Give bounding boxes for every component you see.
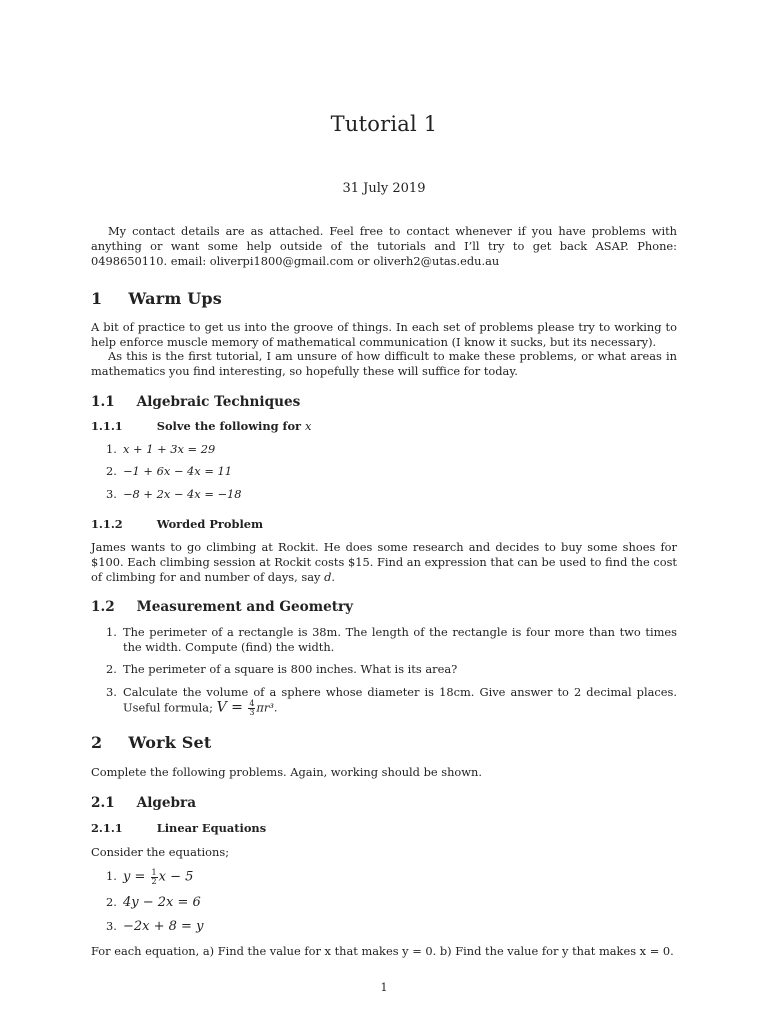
formula-fraction [248, 700, 255, 717]
fraction-denominator: 2 [151, 877, 157, 886]
problem-text: The perimeter of a square is 800 inches. What is its area? [123, 662, 458, 676]
subsection-number: 1.2 [91, 599, 115, 615]
section-number: 2 [91, 733, 103, 752]
subsubsection-number: 1.1.2 [91, 517, 123, 531]
equation: x + 1 + 3x = 29 [123, 442, 216, 456]
equation: −2x + 8 = y [123, 919, 204, 934]
page-number: 1 [380, 981, 388, 994]
formula-lhs: V = [216, 699, 248, 716]
list-item-number: 3. [106, 487, 117, 501]
worded-problem-body: James wants to go climbing at Rockit. He does some research and decides to buy some shoes for $100. Each climbing session at Rockit costs $15. Find an expression that can be used to find the cost of climbing for and number of days, say [91, 540, 677, 584]
subsection-number: 2.1 [91, 795, 115, 811]
warmups-paragraph-2: As this is the first tutorial, I am unsure of how difficult to make these problems, or what areas in mathematics you find interesting, so hopefully these will suffice for today. [91, 349, 677, 378]
warmups-paragraph-1: A bit of practice to get us into the groove of things. In each set of problems please try to working to help enforce muscle memory of mathematical communication (I know it sucks, but its necessary). [91, 320, 677, 349]
document-date: 31 July 2019 [342, 181, 426, 196]
list-item-number: 3. [106, 919, 117, 933]
document-page [91, 0, 677, 1024]
punctuation: . [331, 570, 336, 584]
worded-problem-text [91, 540, 677, 585]
subsection-number: 1.1 [91, 394, 115, 410]
list-item-number: 2. [106, 464, 117, 478]
section-title: Work Set [128, 733, 212, 752]
subsubsection-title: Worded Problem [156, 517, 264, 531]
equation-rhs: x − 5 [158, 869, 194, 885]
subsubsection-title: Solve the following for [156, 419, 302, 433]
subsubsection-2-1-1-heading [91, 821, 266, 835]
section-title: Warm Ups [128, 289, 222, 308]
list-item [106, 625, 677, 655]
subsection-title: Measurement and Geometry [136, 599, 354, 615]
document-title: Tutorial 1 [330, 112, 438, 136]
subsubsection-1-1-1-heading [91, 419, 311, 433]
fraction-numerator: 1 [151, 868, 157, 877]
subsubsection-1-1-2-heading [91, 517, 263, 531]
intro-paragraph: My contact details are as attached. Feel free to contact whenever if you have problems with anything or want some help outside of the tutorials and I’ll try to get back ASAP. Phone: 0498650110. email: oliverpi1800@gmail.com or oliverh2@utas.edu.au [91, 224, 677, 268]
equation: −8 + 2x − 4x = −18 [123, 487, 242, 501]
equations-closing: For each equation, a) Find the value for x that makes y = 0. b) Find the value for y that makes x = 0. [91, 944, 674, 958]
list-item-number: 1. [106, 625, 117, 639]
list-item [106, 685, 677, 721]
equation: −1 + 6x − 4x = 11 [123, 464, 232, 478]
workset-paragraph: Complete the following problems. Again, working should be shown. [91, 765, 482, 779]
section-1-heading [91, 289, 222, 308]
fraction-denominator: 3 [249, 708, 255, 717]
list-item-number: 1. [106, 442, 117, 456]
equation [123, 869, 677, 886]
fraction-numerator: 4 [249, 699, 255, 708]
subsection-title: Algebraic Techniques [136, 394, 301, 410]
variable-x: x [305, 419, 312, 433]
subsubsection-number: 1.1.1 [91, 419, 123, 433]
list-item-number: 3. [106, 685, 117, 699]
problem-text [123, 685, 677, 717]
list-item-number: 2. [106, 662, 117, 676]
equation-fraction [151, 869, 158, 886]
subsection-1-1-heading [91, 394, 300, 410]
equation: 4y − 2x = 6 [123, 895, 201, 910]
subsection-1-2-heading [91, 599, 353, 615]
subsection-title: Algebra [136, 795, 196, 811]
list-item-number: 1. [106, 869, 117, 883]
punctuation: . [273, 700, 278, 715]
problem-body: Calculate the volume of a sphere whose diameter is 18cm. Give answer to 2 decimal places. Useful formula; [123, 685, 677, 715]
problem-text: The perimeter of a rectangle is 38m. The length of the rectangle is four more than two times the width. Compute (find) the width. [123, 625, 677, 654]
variable-d: d [324, 570, 332, 584]
list-item-number: 2. [106, 895, 117, 909]
subsection-2-1-heading [91, 795, 196, 811]
section-2-heading [91, 733, 212, 752]
equations-lead: Consider the equations; [91, 845, 230, 859]
equation-lhs: y = [123, 869, 150, 885]
section-number: 1 [91, 289, 103, 308]
subsubsection-number: 2.1.1 [91, 821, 123, 835]
subsubsection-title: Linear Equations [156, 821, 267, 835]
formula-rhs: πr³ [256, 700, 274, 715]
